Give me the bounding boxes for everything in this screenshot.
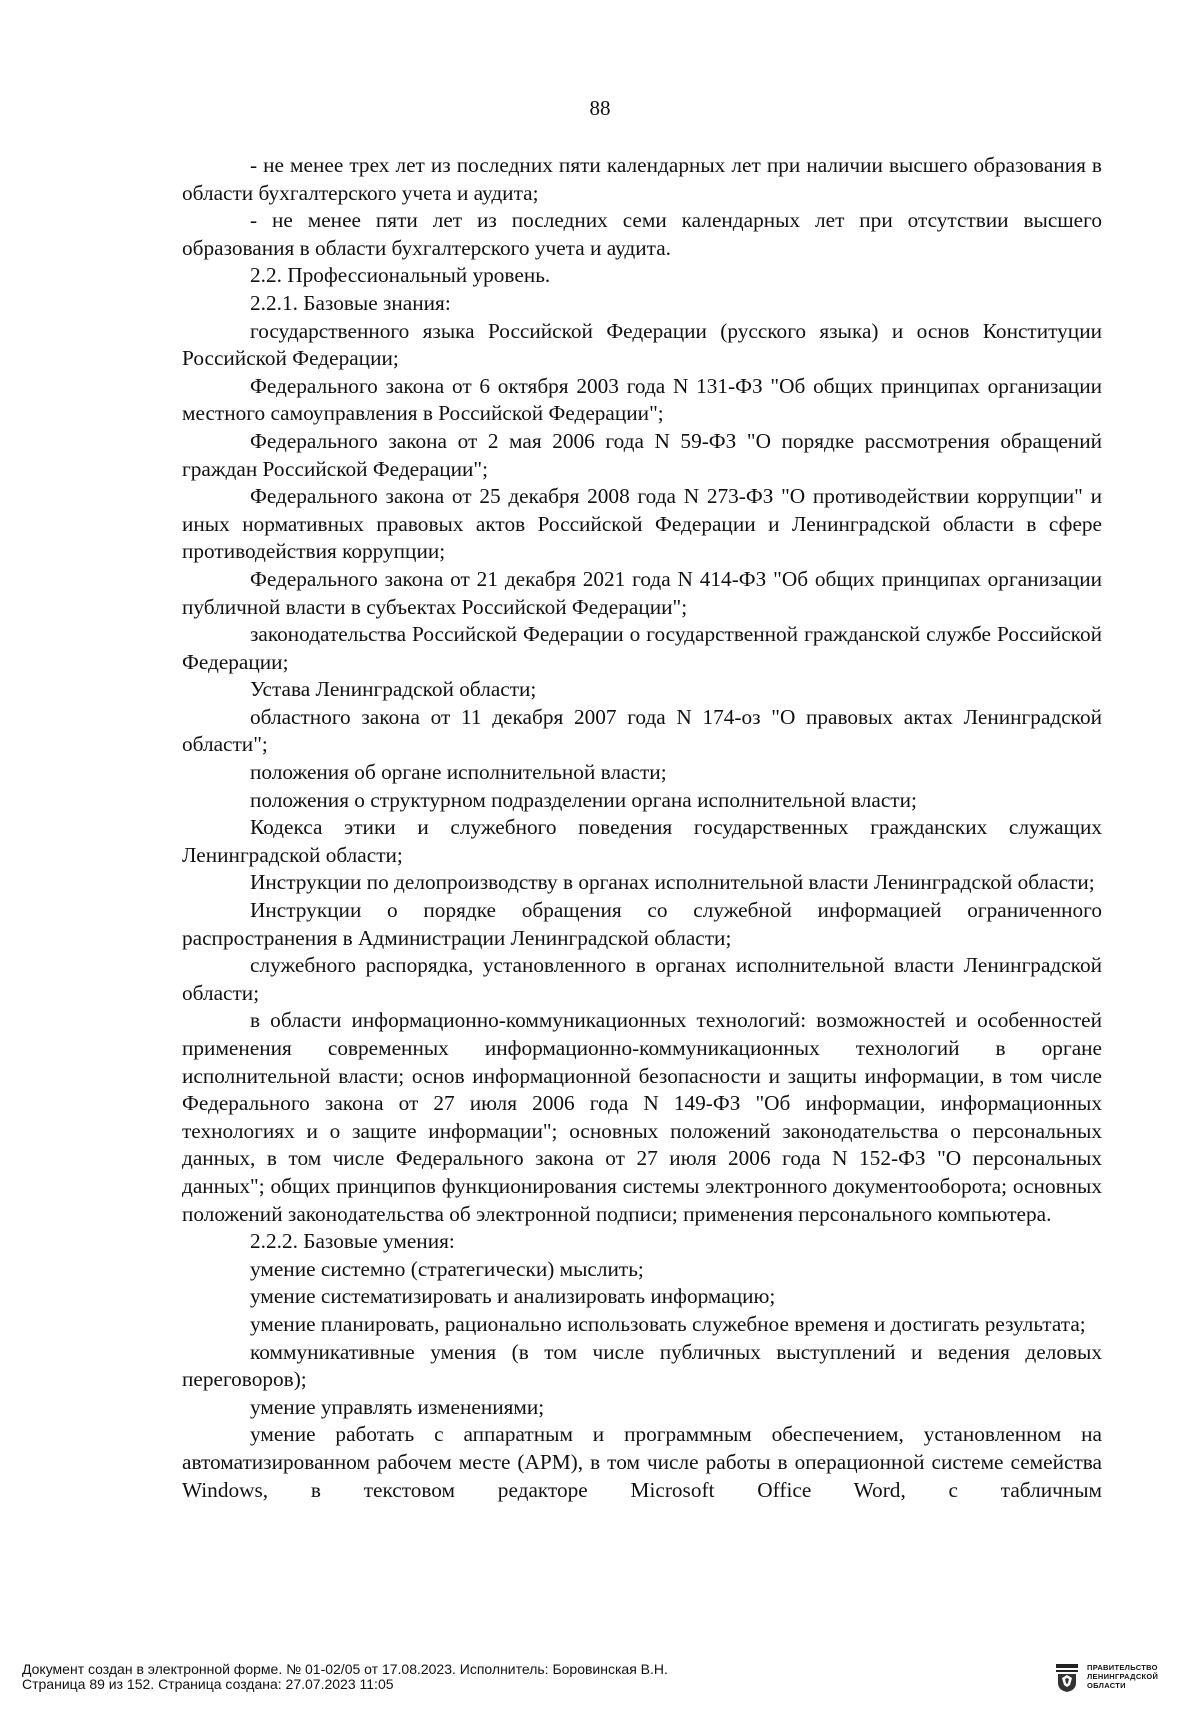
paragraph: областного закона от 11 декабря 2007 года N 174-оз "О правовых актах Ленинградской области";: [182, 704, 1102, 757]
paragraph: умение управлять изменениями;: [250, 1394, 545, 1419]
paragraph: государственного языка Российской Федерации (русского языка) и основ Конституции Российской Федерации;: [182, 318, 1102, 371]
logo-line: ОБЛАСТИ: [1087, 1681, 1126, 1690]
document-body: [182, 152, 1102, 1504]
paragraph: - не менее трех лет из последних пяти календарных лет при наличии высшего образования в области бухгалтерского учета и аудита;: [182, 153, 1102, 205]
paragraph: Федерального закона от 25 декабря 2008 года N 273-ФЗ "О противодействии коррупции" и иных нормативных правовых актов Российской Федерации и Ленинградской области в сфере противодействия коррупции;: [182, 484, 1102, 564]
page-number: 88: [589, 96, 611, 120]
paragraph: умение систематизировать и анализировать информацию;: [250, 1284, 776, 1309]
section-heading: 2.2.1. Базовые знания:: [250, 290, 451, 315]
paragraph: умение системно (стратегически) мыслить;: [250, 1256, 644, 1281]
paragraph: служебного распорядка, установленного в органах исполнительной власти Ленинградской области;: [182, 953, 1102, 1005]
paragraph: законодательства Российской Федерации о государственной гражданской службе Российской Федерации;: [182, 622, 1102, 674]
paragraph: коммуникативные умения (в том числе публичных выступлений и ведения деловых переговоров);: [182, 1339, 1102, 1392]
section-heading: 2.2. Профессиональный уровень.: [250, 263, 551, 288]
coat-of-arms-icon: [1055, 1663, 1079, 1693]
government-logo: [1055, 1661, 1185, 1701]
footer-document-info: Документ создан в электронной форме. № 01-02/05 от 17.08.2023. Исполнитель: Боровинская В.Н.: [22, 1661, 668, 1677]
paragraph: положения об органе исполнительной власти;: [250, 760, 667, 785]
logo-line: ПРАВИТЕЛЬСТВО: [1087, 1663, 1158, 1672]
paragraph: умение работать с аппаратным и программным обеспечением, установленном на автоматизированном рабочем месте (АРМ), в том числе работы в операционной системе семейства Windows, в текстовом редакторе Microsoft Office Word, с табличным: [182, 1422, 1102, 1502]
government-logo-text: [1087, 1663, 1158, 1690]
paragraph: Устава Ленинградской области;: [250, 677, 537, 702]
footer-page-info: Страница 89 из 152. Страница создана: 27.07.2023 11:05: [22, 1676, 394, 1692]
logo-line: ЛЕНИНГРАДСКОЙ: [1087, 1672, 1159, 1681]
paragraph: Федерального закона от 6 октября 2003 года N 131-ФЗ "Об общих принципах организации местного самоуправления в Российской Федерации";: [182, 373, 1102, 426]
paragraph: Инструкции о порядке обращения со служебной информацией ограниченного распространения в Администрации Ленинградской области;: [182, 898, 1102, 950]
paragraph: Федерального закона от 2 мая 2006 года N 59-ФЗ "О порядке рассмотрения обращений граждан Российской Федерации";: [182, 428, 1102, 481]
paragraph: Инструкции по делопроизводству в органах исполнительной власти Ленинградской области;: [250, 870, 1095, 895]
paragraph: Федерального закона от 21 декабря 2021 года N 414-ФЗ "Об общих принципах организации публичной власти в субъектах Российской Федерации";: [182, 566, 1102, 619]
paragraph: в области информационно-коммуникационных технологий: возможностей и особенностей применения современных информационно-коммуникационных технологий в органе исполнительной власти; основ информационной безопасности и защиты информации, в том числе Федерального закона от 27 июля 2006 года N 149-ФЗ "Об информации, информационных технологиях и о защите информации"; основных положений законодательства о персональных данных, в том числе Федерального закона от 27 июля 2006 года N 152-ФЗ "О персональных данных"; общих принципов функционирования системы электронного документооборота; основных положений законодательства об электронной подписи; применения персонального компьютера.: [182, 1008, 1102, 1226]
section-heading: 2.2.2. Базовые умения:: [250, 1229, 455, 1254]
paragraph: Кодекса этики и служебного поведения государственных гражданских служащих Ленинградской области;: [182, 815, 1102, 867]
document-footer: [22, 1662, 668, 1692]
paragraph: умение планировать, рационально использовать служебное временя и достигать результата;: [250, 1311, 1086, 1336]
paragraph: - не менее пяти лет из последних семи календарных лет при отсутствии высшего образования в области бухгалтерского учета и аудита.: [182, 208, 1102, 260]
paragraph: положения о структурном подразделении органа исполнительной власти;: [250, 787, 917, 812]
